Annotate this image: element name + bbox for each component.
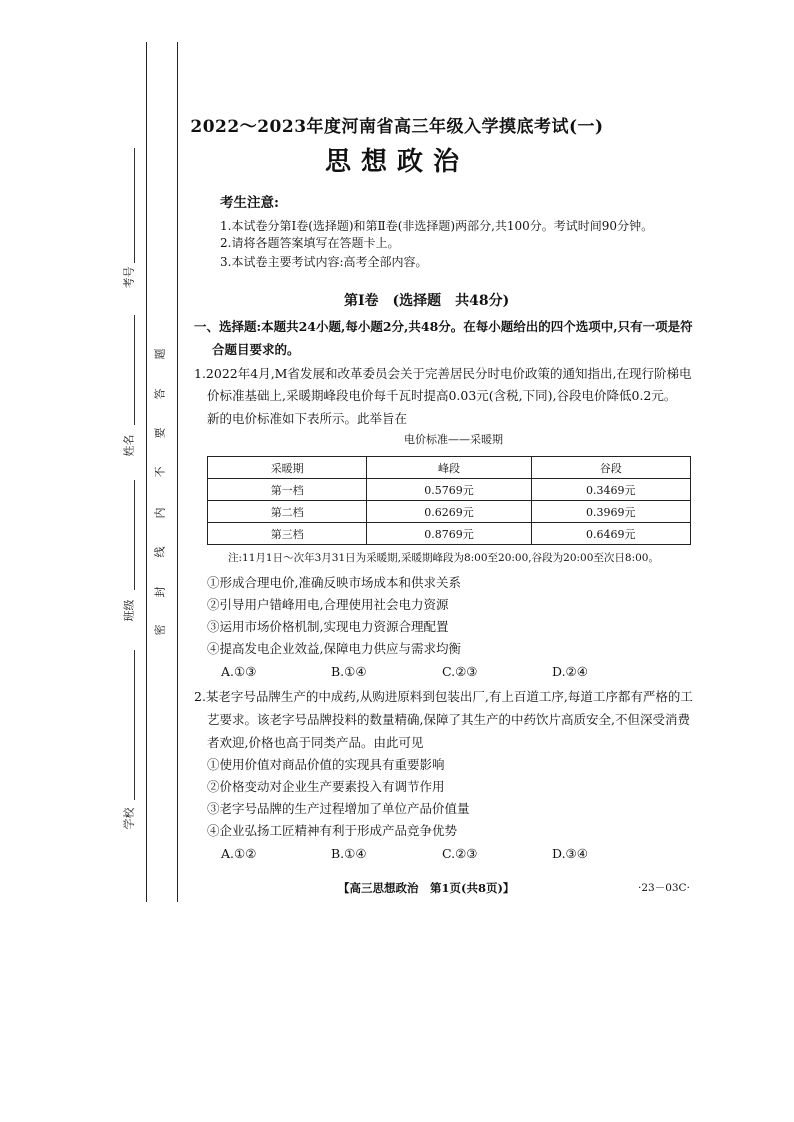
section-instruction-1: 一、选择题:本题共24小题,每小题2分,共48分。在每小题给出的四个选项中,只有一项是符 <box>194 319 693 334</box>
seal-char-7: 答 <box>153 388 167 400</box>
seal-char-3: 线 <box>153 546 167 558</box>
subject-title: 思想政治 <box>324 147 469 177</box>
fill-line-xingming[interactable] <box>134 315 135 425</box>
table-cell: 0.3969元 <box>531 501 690 523</box>
exam-title: 2022～2023年度河南省高三年级入学摸底考试(一) <box>190 117 604 137</box>
label-kaohao: 考号 <box>122 266 136 289</box>
q1-table-note: 注:11月1日～次年3月31日为采暖期,采暖期峰段为8:00至20:00,谷段为20:00至次日8:00。 <box>228 552 659 564</box>
seal-char-8: 题 <box>153 348 167 360</box>
fill-line-xuexiao[interactable] <box>134 650 135 800</box>
notice-item-2: 2.请将各题答案填写在答题卡上。 <box>220 236 400 250</box>
q1-choice-c[interactable]: C.②③ <box>442 664 478 679</box>
q2-option-3: ③老字号品牌的生产过程增加了单位产品价值量 <box>207 801 470 816</box>
q1-option-1: ①形成合理电价,准确反映市场成本和供求关系 <box>207 575 461 590</box>
q2-choice-a[interactable]: A.①② <box>221 846 257 861</box>
seal-char-1: 密 <box>153 624 167 636</box>
section-instruction-2: 合题目要求的。 <box>212 342 300 357</box>
table-row <box>208 501 691 523</box>
q2-stem-line-2: 艺要求。该老字号品牌投料的数量精确,保障了其生产的中药饮片高质安全,不但深受消费 <box>207 712 690 727</box>
section-title: 第Ⅰ卷 (选择题 共48分) <box>344 293 510 309</box>
table-cell: 0.6469元 <box>531 523 690 545</box>
page-footer: 【高三思想政治 第1页(共8页)】 <box>338 881 515 895</box>
label-xuexiao: 学校 <box>122 807 136 830</box>
q2-choice-c[interactable]: C.②③ <box>442 846 478 861</box>
fill-line-banji[interactable] <box>134 480 135 590</box>
q1-option-3: ③运用市场价格机制,实现电力资源合理配置 <box>207 619 449 634</box>
q2-stem-line-3: 者欢迎,价格也高于同类产品。由此可见 <box>207 735 424 750</box>
table-cell: 0.6269元 <box>367 501 531 523</box>
table-cell: 0.3469元 <box>531 479 690 501</box>
label-banji: 班级 <box>122 599 136 622</box>
table-cell: 第一档 <box>208 479 367 501</box>
seal-char-6: 要 <box>153 427 167 439</box>
price-table <box>207 456 691 545</box>
q2-choice-b[interactable]: B.①④ <box>331 846 367 861</box>
seal-char-2: 封 <box>153 586 167 598</box>
q1-stem-line-3: 新的电价标准如下表所示。此举旨在 <box>207 411 408 426</box>
table-row <box>208 479 691 501</box>
q1-choice-b[interactable]: B.①④ <box>331 664 367 679</box>
page-code: ·23－03C· <box>638 882 690 894</box>
notice-item-3: 3.本试卷主要考试内容:高考全部内容。 <box>220 255 428 269</box>
table-header-row <box>208 457 691 479</box>
q2-option-4: ④企业弘扬工匠精神有利于形成产品竞争优势 <box>207 823 458 838</box>
q1-stem-line-1: 1.2022年4月,M省发展和改革委员会关于完善居民分时电价政策的通知指出,在现行阶梯电 <box>194 366 692 381</box>
table-cell: 0.8769元 <box>367 523 531 545</box>
notice-title: 考生注意: <box>220 195 279 211</box>
q1-option-4: ④提高发电企业效益,保障电力供应与需求均衡 <box>207 641 461 656</box>
q1-choice-a[interactable]: A.①③ <box>221 664 257 679</box>
label-xingming: 姓名 <box>122 434 136 457</box>
table-header-cell: 采暖期 <box>208 457 367 479</box>
table-cell: 第二档 <box>208 501 367 523</box>
table-header-cell: 谷段 <box>531 457 690 479</box>
seal-char-5: 不 <box>153 466 167 478</box>
notice-item-1: 1.本试卷分第Ⅰ卷(选择题)和第Ⅱ卷(非选择题)两部分,共100分。考试时间90分钟。 <box>220 219 654 233</box>
q1-option-2: ②引导用户错峰用电,合理使用社会电力资源 <box>207 597 449 612</box>
q2-option-2: ②价格变动对企业生产要素投入有调节作用 <box>207 779 445 794</box>
q2-stem-line-1: 2.某老字号品牌生产的中成药,从购进原料到包装出厂,有上百道工序,每道工序都有严格的工 <box>194 689 693 704</box>
table-header-cell: 峰段 <box>367 457 531 479</box>
seal-char-4: 内 <box>153 507 167 519</box>
table-row <box>208 523 691 545</box>
q2-option-1: ①使用价值对商品价值的实现具有重要影响 <box>207 757 445 772</box>
q2-choice-d[interactable]: D.③④ <box>552 846 588 861</box>
q1-choice-d[interactable]: D.②④ <box>552 664 588 679</box>
table-cell: 第三档 <box>208 523 367 545</box>
table-cell: 0.5769元 <box>367 479 531 501</box>
q1-table-caption: 电价标准——采暖期 <box>404 433 503 446</box>
q1-stem-line-2: 价标准基础上,采暖期峰段电价每千瓦时提高0.03元(含税,下同),谷段电价降低0.2元。 <box>207 388 677 403</box>
